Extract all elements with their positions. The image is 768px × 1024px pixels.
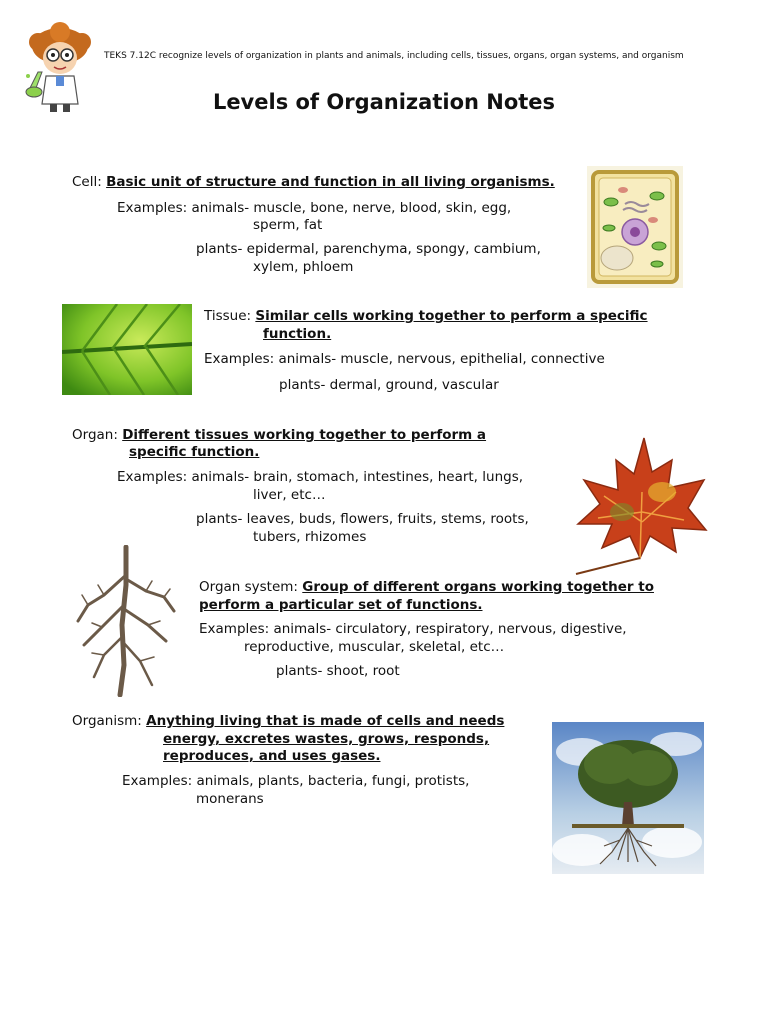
organ-definition-cont: specific function. (129, 444, 260, 460)
cell-example-animals: Examples: animals- muscle, bone, nerve, blood, skin, egg, (117, 200, 512, 216)
maple-leaf-image (572, 432, 710, 578)
cell-example-animals-cont: sperm, fat (253, 217, 323, 233)
organ-system-definition-cont: perform a particular set of functions. (199, 597, 483, 613)
organ-system-definition: Group of different organs working together to (302, 579, 654, 595)
teks-standard: TEKS 7.12C recognize levels of organization in plants and animals, including cells, tissues, organs, organ systems, and organism (104, 51, 684, 61)
leaf-tissue-image (62, 304, 192, 395)
cell-label: Cell: (72, 174, 102, 190)
organ-system-label: Organ system: (199, 579, 298, 595)
organ-example-animals: Examples: animals- brain, stomach, intestines, heart, lungs, (117, 469, 524, 485)
organ-system-row (199, 578, 654, 596)
tissue-row (204, 307, 648, 325)
organ-definition: Different tissues working together to perform a (122, 427, 487, 443)
organ-system-example-animals: Examples: animals- circulatory, respiratory, nervous, digestive, (199, 621, 627, 637)
tissue-example-plants: plants- dermal, ground, vascular (279, 377, 499, 393)
organ-example-plants: plants- leaves, buds, flowers, fruits, stems, roots, (196, 511, 529, 527)
organ-system-example-plants: plants- shoot, root (276, 663, 400, 679)
root-image (74, 545, 176, 697)
organism-example-cont: monerans (196, 791, 264, 807)
organ-label: Organ: (72, 427, 118, 443)
cell-row (72, 173, 555, 191)
organism-definition: Anything living that is made of cells and needs (146, 713, 505, 729)
page-title: Levels of Organization Notes (212, 90, 556, 114)
organism-example: Examples: animals, plants, bacteria, fungi, protists, (122, 773, 470, 789)
tissue-definition: Similar cells working together to perform a specific (255, 308, 648, 324)
cell-example-plants-cont: xylem, phloem (253, 259, 354, 275)
tissue-example-animals: Examples: animals- muscle, nervous, epithelial, connective (204, 351, 605, 367)
plant-cell-image (587, 166, 683, 288)
organ-row (72, 426, 486, 444)
cell-example-plants: plants- epidermal, parenchyma, spongy, cambium, (196, 241, 541, 257)
organism-label: Organism: (72, 713, 142, 729)
organ-system-example-animals-cont: reproductive, muscular, skeletal, etc… (244, 639, 505, 655)
tree-image (552, 722, 704, 874)
organ-example-plants-cont: tubers, rhizomes (253, 529, 367, 545)
organism-row (72, 712, 504, 730)
cell-definition: Basic unit of structure and function in all living organisms. (106, 174, 555, 190)
tissue-label: Tissue: (204, 308, 252, 324)
tissue-definition-cont: function. (263, 326, 332, 342)
organ-example-animals-cont: liver, etc… (253, 487, 326, 503)
organism-definition-cont1: energy, excretes wastes, grows, responds, (163, 731, 490, 747)
organism-definition-cont2: reproduces, and uses gases. (163, 748, 381, 764)
